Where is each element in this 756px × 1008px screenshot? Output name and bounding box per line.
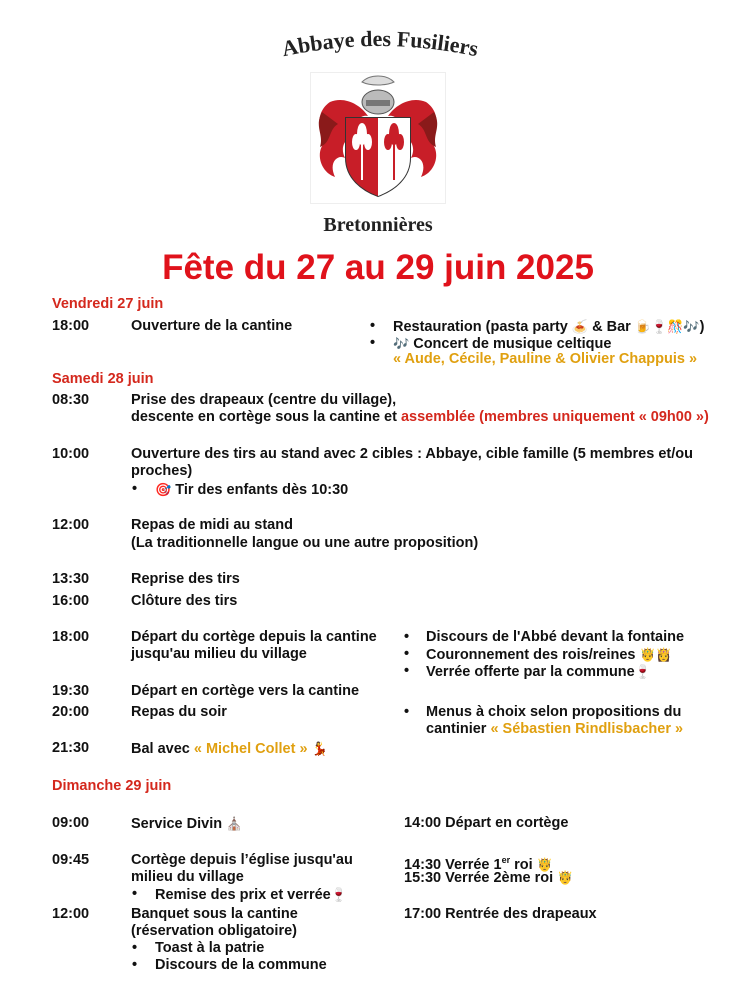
music-icon: 🎶 bbox=[393, 336, 410, 351]
list-item: • bbox=[370, 318, 376, 334]
wine-icon: 🍷 bbox=[634, 664, 651, 679]
artists-name: « Aude, Cécile, Pauline & Olivier Chappuis » bbox=[393, 351, 698, 367]
event-text: Départ du cortège depuis la cantine bbox=[131, 629, 377, 645]
event-time: 09:00 bbox=[52, 815, 90, 831]
event-time: 18:00 bbox=[52, 629, 90, 645]
bar-music-icons: 🍺🍷🎊🎶 bbox=[634, 319, 700, 334]
event-text: Départ en cortège vers la cantine bbox=[131, 683, 360, 699]
event-time: 19:30 bbox=[52, 683, 90, 699]
event-text: (La traditionnelle langue ou une autre proposition) bbox=[131, 535, 479, 551]
event-text: Ouverture de la cantine bbox=[131, 318, 293, 334]
event-text: 14:30 Verrée 1er roi 🤴 bbox=[404, 855, 553, 873]
list-item: Verrée offerte par la commune🍷 bbox=[426, 664, 651, 680]
day-heading-friday: Vendredi 27 juin bbox=[52, 296, 164, 312]
event-text: 14:00 Départ en cortège bbox=[404, 815, 569, 831]
list-item: Discours de l'Abbé devant la fontaine bbox=[426, 629, 685, 645]
event-text: (réservation obligatoire) bbox=[131, 923, 297, 939]
list-item: • bbox=[132, 940, 138, 956]
event-text: Repas du soir bbox=[131, 704, 227, 720]
list-item: Menus à choix selon propositions du bbox=[426, 704, 682, 720]
organisation-name: Abbaye des Fusiliers bbox=[279, 25, 481, 62]
coat-of-arms-logo bbox=[310, 72, 446, 204]
event-text: jusqu'au milieu du village bbox=[131, 646, 307, 662]
event-text: milieu du village bbox=[131, 869, 244, 885]
target-icon: 🎯 bbox=[155, 482, 172, 497]
list-item: 🎶 Concert de musique celtique bbox=[393, 336, 612, 352]
event-text: Reprise des tirs bbox=[131, 571, 240, 587]
list-item: Couronnement des rois/reines 🤴👸 bbox=[426, 647, 672, 663]
day-heading-saturday: Samedi 28 juin bbox=[52, 371, 154, 387]
event-text: Repas de midi au stand bbox=[131, 517, 293, 533]
caterer-name: « Sébastien Rindlisbacher » bbox=[490, 721, 684, 737]
place-name: Bretonnières bbox=[323, 214, 433, 236]
organisation-arc-title bbox=[250, 22, 510, 72]
event-text: Cortège depuis l’église jusqu'au bbox=[131, 852, 353, 868]
list-item: • bbox=[132, 481, 138, 497]
event-text: Banquet sous la cantine bbox=[131, 906, 298, 922]
list-item: • bbox=[370, 335, 376, 351]
list-item: • bbox=[404, 663, 410, 679]
wine-icon: 🍷 bbox=[330, 887, 347, 902]
list-item: • bbox=[404, 646, 410, 662]
event-time: 12:00 bbox=[52, 517, 90, 533]
event-time: 08:30 bbox=[52, 392, 90, 408]
assembly-note: assemblée (membres uniquement « 09h00 ») bbox=[400, 409, 709, 425]
king-icon: 🤴 bbox=[557, 870, 574, 885]
event-text: Service Divin ⛪ bbox=[131, 816, 243, 832]
event-text: 17:00 Rentrée des drapeaux bbox=[404, 906, 597, 922]
list-item: cantinier « Sébastien Rindlisbacher » bbox=[426, 721, 684, 737]
list-item: Discours de la commune bbox=[155, 957, 327, 973]
event-time: 13:30 bbox=[52, 571, 90, 587]
king-icon: 🤴 bbox=[536, 856, 553, 872]
event-time: 20:00 bbox=[52, 704, 90, 720]
event-time: 12:00 bbox=[52, 906, 90, 922]
list-item: Remise des prix et verrée🍷 bbox=[155, 887, 347, 903]
event-time: 21:30 bbox=[52, 740, 90, 756]
svg-text:Abbaye des Fusiliers bbox=[280, 26, 481, 61]
event-text: Ouverture des tirs au stand avec 2 cibles : Abbaye, cible famille (5 membres et/ou bbox=[131, 446, 693, 462]
event-time: 16:00 bbox=[52, 593, 90, 609]
list-item: • bbox=[404, 704, 410, 720]
event-text: Prise des drapeaux (centre du village), bbox=[131, 392, 397, 408]
event-time: 18:00 bbox=[52, 318, 90, 334]
church-icon: ⛪ bbox=[226, 816, 243, 831]
event-text: 15:30 Verrée 2ème roi 🤴 bbox=[404, 870, 574, 886]
list-item: 🎯 Tir des enfants dès 10:30 bbox=[155, 482, 349, 498]
list-item: • bbox=[132, 886, 138, 902]
musician-name: « Michel Collet » bbox=[193, 741, 308, 757]
event-text: Bal avec « Michel Collet » 💃 bbox=[131, 741, 328, 757]
event-time: 09:45 bbox=[52, 852, 90, 868]
event-text: descente en cortège sous la cantine et assemblée (membres uniquement « 09h00 ») bbox=[131, 409, 709, 425]
day-heading-sunday: Dimanche 29 juin bbox=[52, 778, 172, 794]
event-text: proches) bbox=[131, 463, 193, 479]
list-item: • bbox=[404, 629, 410, 645]
list-item: Restauration (pasta party 🍝 & Bar 🍺🍷🎊🎶) bbox=[393, 319, 705, 335]
crowns-icon: 🤴👸 bbox=[639, 647, 672, 662]
list-item: Toast à la patrie bbox=[155, 940, 265, 956]
page-title: Fête du 27 au 29 juin 2025 bbox=[162, 248, 594, 287]
event-text: Clôture des tirs bbox=[131, 593, 238, 609]
event-time: 10:00 bbox=[52, 446, 90, 462]
dancer-icon: 💃 bbox=[311, 741, 328, 756]
list-item: • bbox=[132, 957, 138, 973]
pasta-icon: 🍝 bbox=[571, 319, 589, 334]
